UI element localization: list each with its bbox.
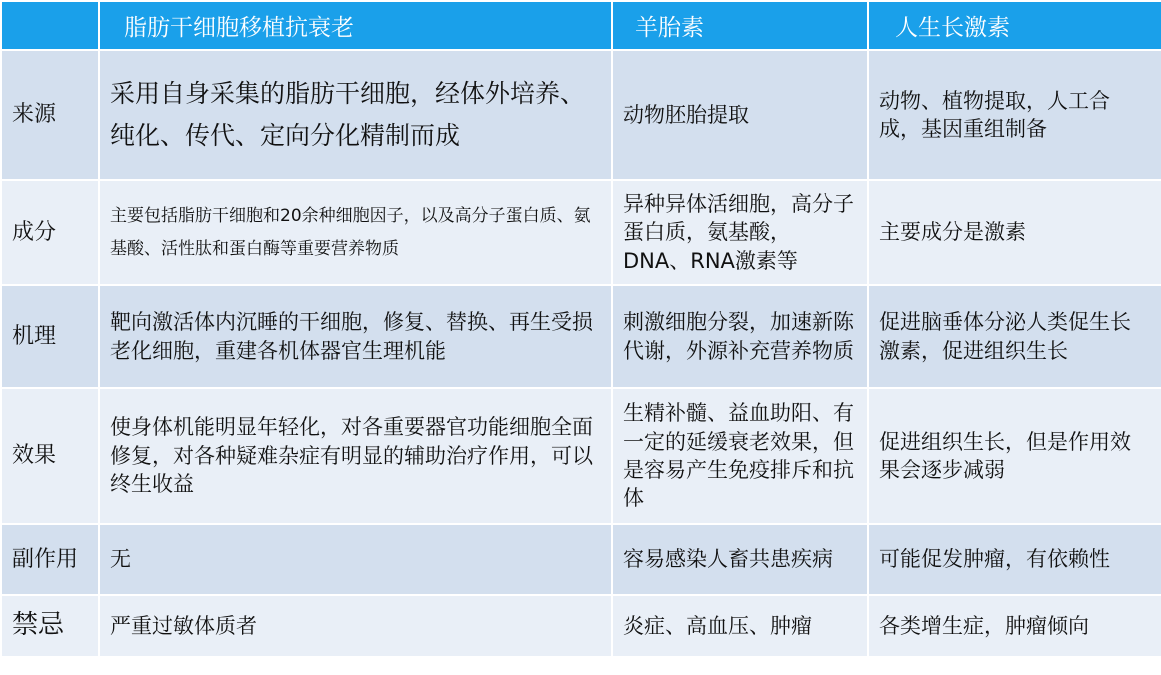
table-row-contraindications bbox=[1, 595, 1161, 657]
cell-contraindications-hormone: 各类增生症，肿瘤倾向 bbox=[868, 595, 1161, 657]
row-label-source: 来源 bbox=[1, 50, 99, 180]
row-label-composition: 成分 bbox=[1, 180, 99, 285]
header-growth-hormone: 人生长激素 bbox=[868, 1, 1161, 50]
header-corner bbox=[1, 1, 99, 50]
header-sheep-placenta: 羊胎素 bbox=[612, 1, 868, 50]
table-row-mechanism bbox=[1, 285, 1161, 388]
row-label-contraindications: 禁忌 bbox=[1, 595, 99, 657]
row-label-mechanism: 机理 bbox=[1, 285, 99, 388]
row-label-effect: 效果 bbox=[1, 388, 99, 524]
cell-source-placenta: 动物胚胎提取 bbox=[612, 50, 868, 180]
row-label-side-effects: 副作用 bbox=[1, 524, 99, 595]
cell-source-hormone: 动物、植物提取，人工合成，基因重组制备 bbox=[868, 50, 1161, 180]
table-row-composition bbox=[1, 180, 1161, 285]
cell-contraindications-placenta: 炎症、高血压、肿瘤 bbox=[612, 595, 868, 657]
cell-side-effects-hormone: 可能促发肿瘤，有依赖性 bbox=[868, 524, 1161, 595]
cell-side-effects-stem-cell: 无 bbox=[99, 524, 612, 595]
cell-mechanism-hormone: 促进脑垂体分泌人类促生长激素，促进组织生长 bbox=[868, 285, 1161, 388]
header-adipose-stem-cell: 脂肪干细胞移植抗衰老 bbox=[99, 1, 612, 50]
cell-composition-hormone: 主要成分是激素 bbox=[868, 180, 1161, 285]
cell-effect-stem-cell: 使身体机能明显年轻化，对各重要器官功能细胞全面修复，对各种疑难杂症有明显的辅助治疗作用，可以终生收益 bbox=[99, 388, 612, 524]
table-row-source bbox=[1, 50, 1161, 180]
cell-composition-stem-cell: 主要包括脂肪干细胞和20余种细胞因子，以及高分子蛋白质、氨基酸、活性肽和蛋白酶等重要营养物质 bbox=[99, 180, 612, 285]
cell-effect-placenta: 生精补髓、益血助阳、有一定的延缓衰老效果，但是容易产生免疫排斥和抗体 bbox=[612, 388, 868, 524]
cell-mechanism-placenta: 刺激细胞分裂，加速新陈代谢，外源补充营养物质 bbox=[612, 285, 868, 388]
cell-composition-placenta: 异种异体活细胞，高分子蛋白质，氨基酸，DNA、RNA激素等 bbox=[612, 180, 868, 285]
table-row-side-effects bbox=[1, 524, 1161, 595]
cell-source-stem-cell: 采用自身采集的脂肪干细胞，经体外培养、纯化、传代、定向分化精制而成 bbox=[99, 50, 612, 180]
cell-contraindications-stem-cell: 严重过敏体质者 bbox=[99, 595, 612, 657]
cell-side-effects-placenta: 容易感染人畜共患疾病 bbox=[612, 524, 868, 595]
header-row bbox=[1, 1, 1161, 50]
table-row-effect bbox=[1, 388, 1161, 524]
cell-mechanism-stem-cell: 靶向激活体内沉睡的干细胞，修复、替换、再生受损老化细胞，重建各机体器官生理机能 bbox=[99, 285, 612, 388]
cell-effect-hormone: 促进组织生长，但是作用效果会逐步减弱 bbox=[868, 388, 1161, 524]
